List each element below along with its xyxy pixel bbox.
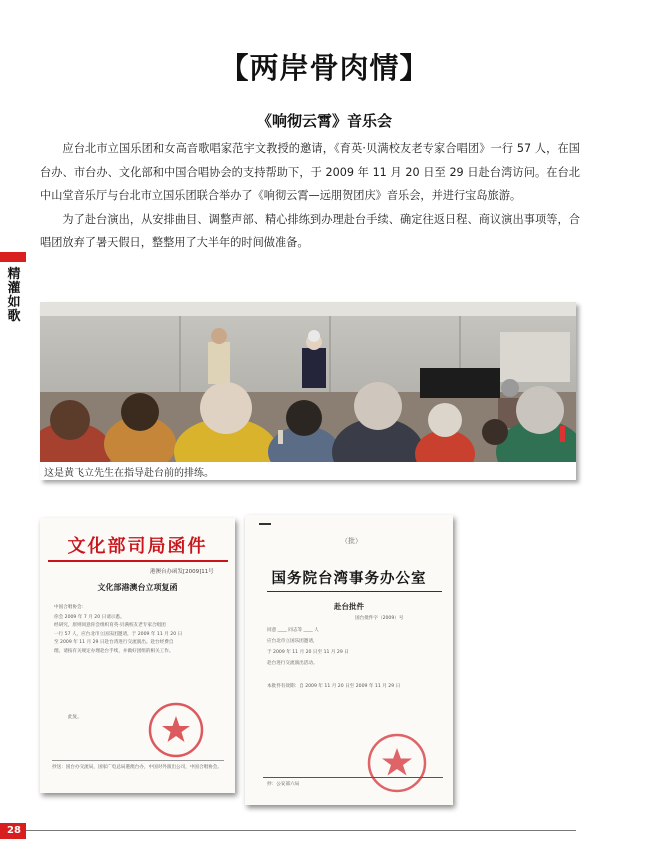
letter-line: 一行 57 人，应台北市立国乐团邀请，于 2009 年 11 月 20 日 <box>54 631 183 637</box>
taiwan-office-approval-scan <box>245 515 453 805</box>
rehearsal-photo <box>40 302 576 480</box>
approval-footer-rule <box>263 777 443 778</box>
article-subtitle: 《响彻云霄》音乐会 <box>256 112 392 130</box>
photo-caption: 这是黄飞立先生在指导赴台前的排练。 <box>44 468 214 479</box>
letter-closing: 此复。 <box>68 715 82 720</box>
letter-ref-number: 港澳台办函发[2009]11号 <box>150 569 214 575</box>
approval-footer: 抄：公安部六局 <box>267 782 300 787</box>
paragraph: 为了赴台演出，从安排曲目、调整声部、精心排练到办理赴台手续、确定往返日程、商议演出事项等，合唱团放弃了暑天假日，整整用了大半年的时间做准备。 <box>40 212 580 249</box>
article-body <box>40 137 580 255</box>
letter-line: 你会 2009 年 7 月 20 日请示悉。 <box>54 615 125 620</box>
approval-subheader: 赴台批件 <box>334 602 364 611</box>
side-section-label: 精灌如歌 <box>7 267 21 324</box>
letter-line: 至 2009 年 11 月 29 日赴台湾进行交流演出。赴台经费自 <box>54 640 174 646</box>
approval-body <box>267 625 443 692</box>
letter-cc: 抄送：国台办交流局，国家广电总局港澳台办，中国对外演出公司，中国合唱协会。 <box>52 765 222 770</box>
approval-header: 国务院台湾事务办公室 <box>271 570 427 587</box>
letter-footer-rule <box>52 760 224 761</box>
approval-line: 于 2009 年 11 月 20 日至 11 月 29 日 <box>267 650 349 655</box>
page-number: 28 <box>7 825 21 836</box>
approval-line: 应台北市立国乐团邀请， <box>267 639 318 644</box>
letter-addressee: 中国合唱协会： <box>54 605 87 610</box>
footer-rule <box>26 830 576 831</box>
page-title: 【两岸骨肉情】 <box>219 51 430 85</box>
paragraph: 应台北市立国乐团和女高音歌唱家范宇文教授的邀请，《育英·贝满校友老专家合唱团》一行 57 人，在国台办、市台办、文化部和中国合唱协会的支持帮助下，于 2009 年 11 月 20 日至 29 日赴台湾访问。在台北中山堂音乐厅与台北市立国乐团联合举办了《响彻云霄—远朋贺团庆》音乐会，并进行宝岛旅游。 <box>40 142 580 202</box>
rehearsal-photo-image <box>40 302 576 462</box>
ministry-letter-scan <box>40 518 235 793</box>
letter-line: 经研究，原则同意你会组织育英·贝满校友老专家合唱团 <box>54 623 166 629</box>
approval-corner-note: （批） <box>341 537 362 545</box>
scan-mark <box>259 523 271 525</box>
approval-line: 同意 ____ 同志等 ____ 人 <box>267 628 319 633</box>
approval-line: 本批件有效期：自 2009 年 11 月 20 日至 2009 年 11 月 29 日 <box>267 684 401 689</box>
official-seal-icon <box>365 731 429 795</box>
approval-ref-number: 国台批件字（2009）号 <box>355 616 404 621</box>
letter-subheader: 文化部港澳台立项复函 <box>97 582 178 592</box>
letter-body <box>54 614 224 656</box>
approval-header-rule <box>267 591 442 592</box>
letter-line: 理。请按有关规定办理赴台手续，并做好团组的相关工作。 <box>54 648 174 654</box>
letter-header: 文化部司局函件 <box>67 536 208 557</box>
letter-header-rule <box>48 560 228 562</box>
official-seal-icon <box>146 700 206 760</box>
approval-line: 赴台进行交流演出活动。 <box>267 661 318 666</box>
side-tab-marker <box>0 252 26 262</box>
